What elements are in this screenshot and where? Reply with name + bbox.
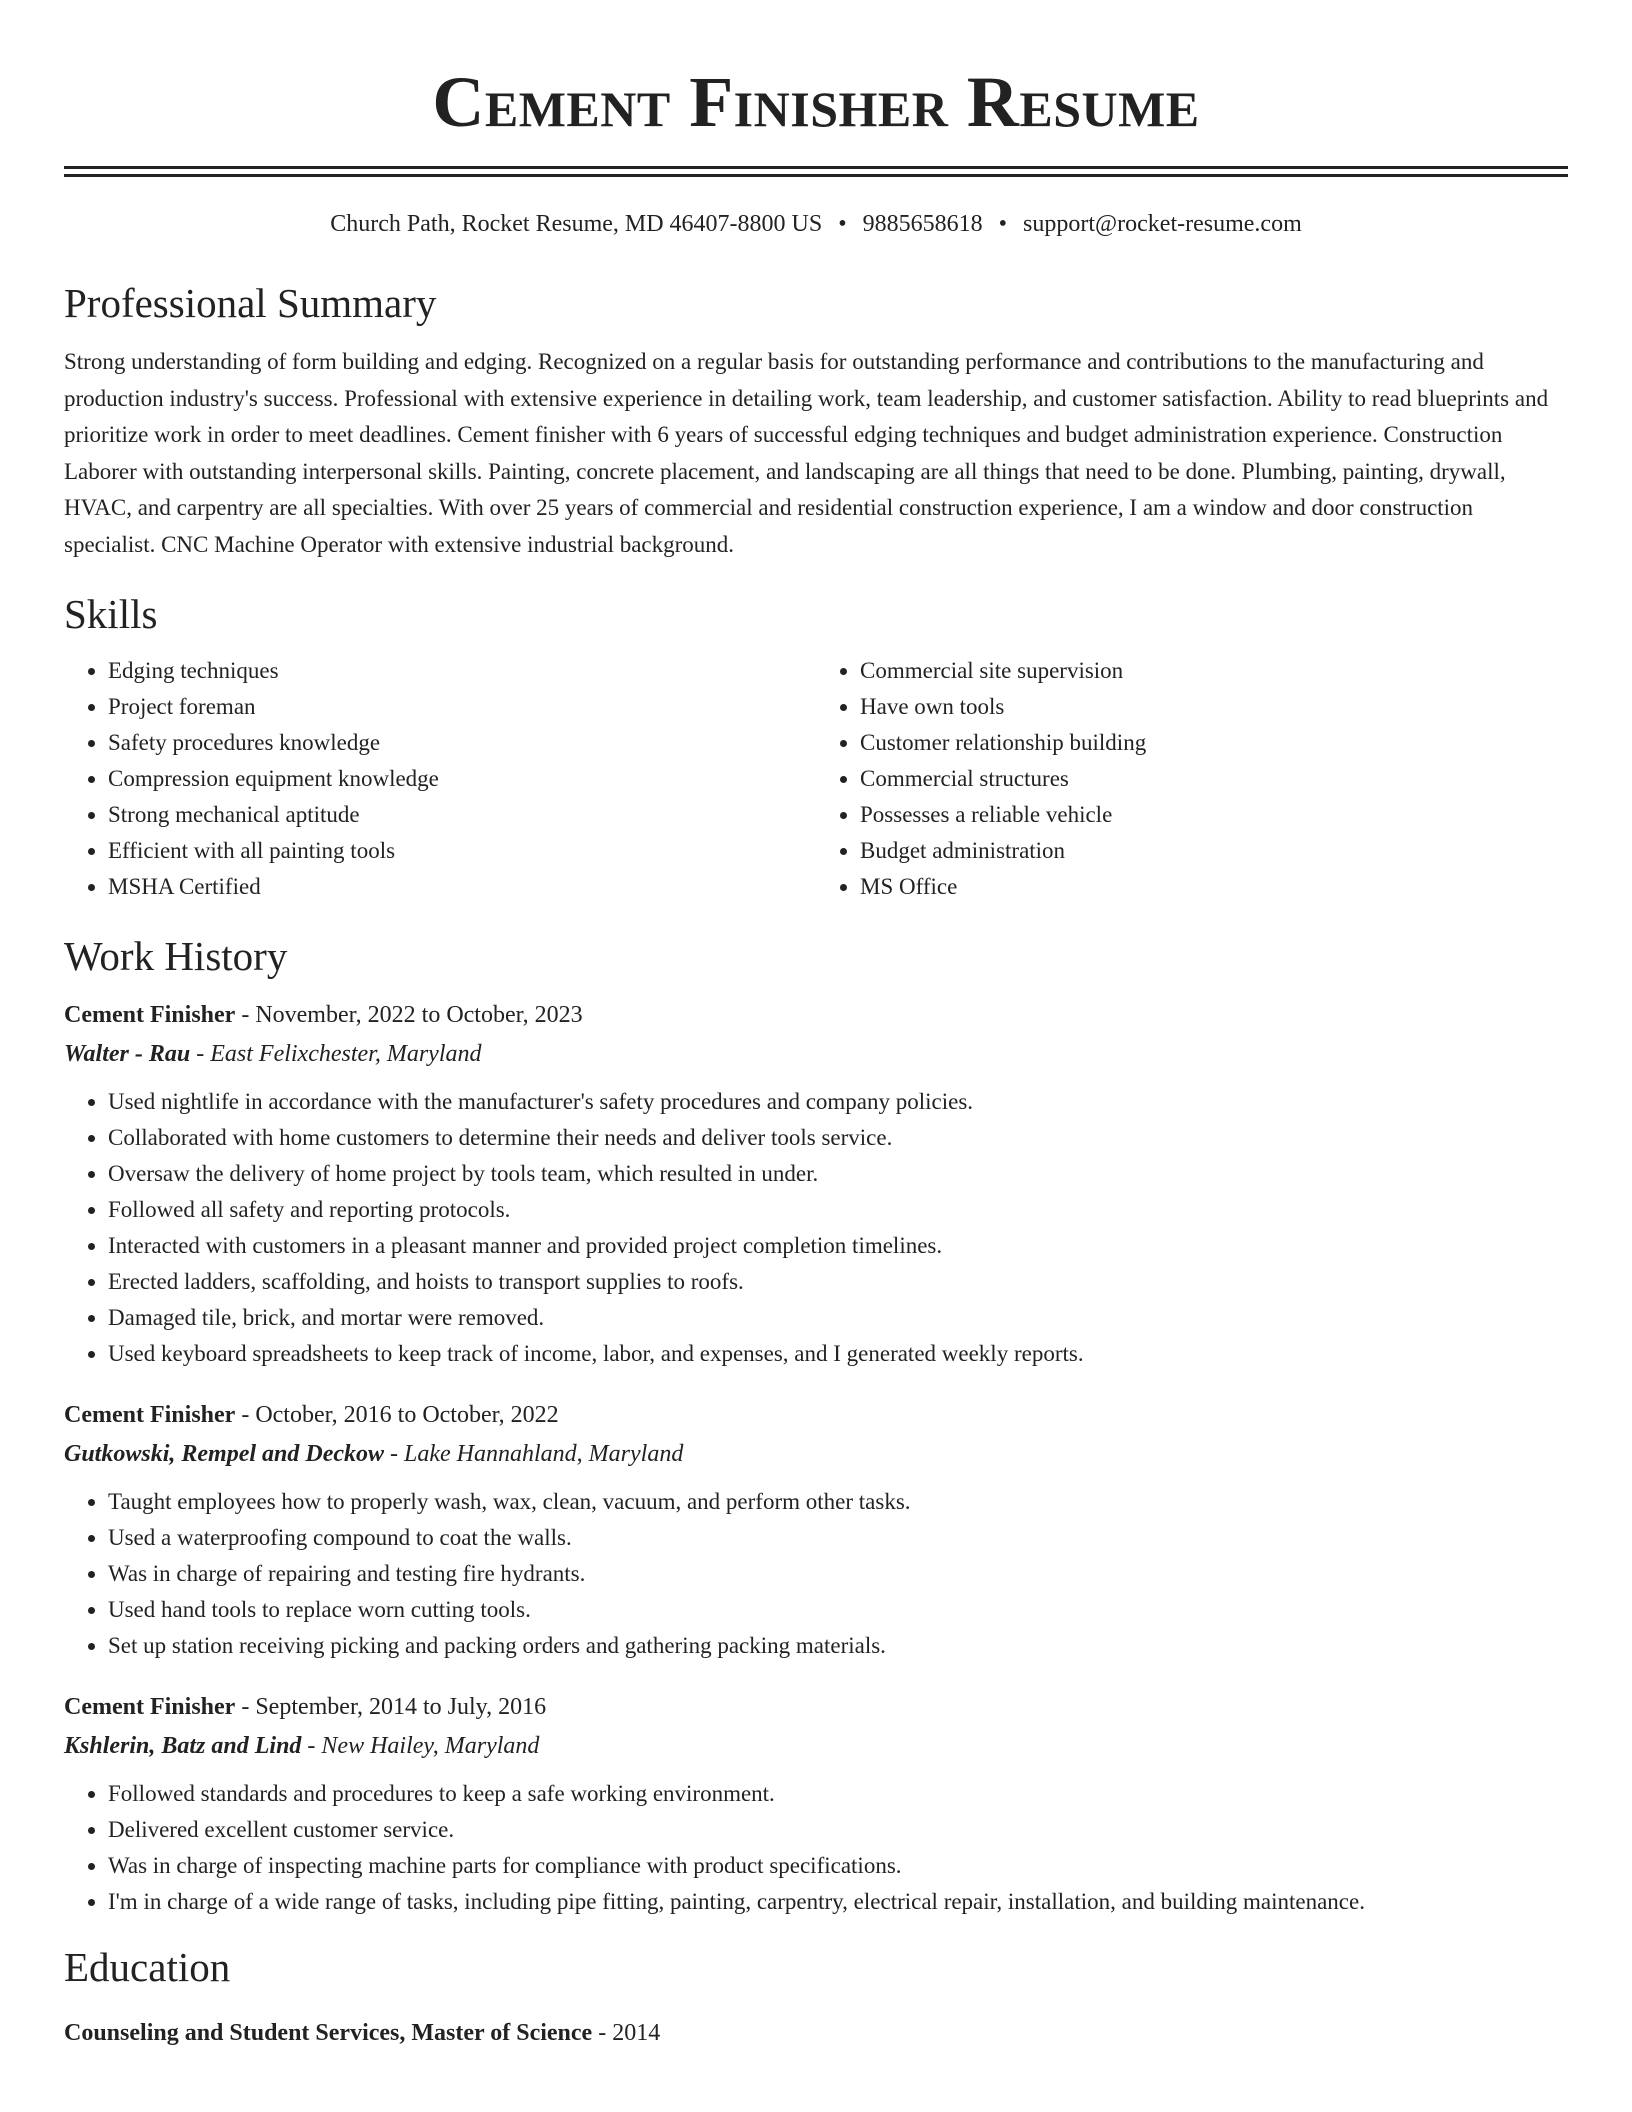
skill-item: • Edging techniques (108, 653, 816, 689)
skill-item: • Project foreman (108, 689, 816, 725)
skill-item: • Efficient with all painting tools (108, 833, 816, 869)
job-duty: • Taught employees how to properly wash, wax, clean, vacuum, and perform other tasks. (108, 1484, 1568, 1520)
skill-item: • Budget administration (860, 833, 1568, 869)
skill-item: • MSHA Certified (108, 869, 816, 905)
title-divider (64, 166, 1568, 177)
job-entry (64, 1396, 1568, 1664)
skill-item: • Compression equipment knowledge (108, 761, 816, 797)
job-duty: • Used nightlife in accordance with the manufacturer's safety procedures and company policies. (108, 1084, 1568, 1120)
job-duty: • Was in charge of inspecting machine parts for compliance with product specifications. (108, 1848, 1568, 1884)
job-title: Cement Finisher (64, 1001, 236, 1028)
job-duty: • Used keyboard spreadsheets to keep track of income, labor, and expenses, and I generated weekly reports. (108, 1336, 1568, 1372)
job-duty: • Oversaw the delivery of home project by tools team, which resulted in under. (108, 1156, 1568, 1192)
contact-address: Church Path, Rocket Resume, MD 46407-8800 US (330, 211, 823, 237)
skills-column-right (816, 653, 1568, 905)
summary-text: Strong understanding of form building and edging. Recognized on a regular basis for outstanding performance and contributions to the manufacturing and production industry's success. Professional with extensive experience in detailing work, team leadership, and customer satisfaction. Ability to read blueprints and prioritize work in order to meet deadlines. Cement finisher with 6 years of successful edging techniques and budget administration experience. Construction Laborer with outstanding interpersonal skills. Painting, concrete placement, and landscaping are all things that need to be done. Plumbing, painting, drywall, HVAC, and carpentry are all specialties. With over 25 years of commercial and residential construction experience, I am a window and door construction specialist. CNC Machine Operator with extensive industrial background. (64, 349, 1549, 557)
job-company-line: Gutkowski, Rempel and Deckow - Lake Hannahland, Maryland (64, 1440, 684, 1467)
job-location: East Felixchester, Maryland (210, 1040, 482, 1067)
job-company: Walter - Rau (64, 1040, 191, 1067)
job-title-line: Cement Finisher - October, 2016 to October, 2022 (64, 1401, 559, 1428)
education-year: 2014 (612, 2019, 661, 2046)
job-company-line: Kshlerin, Batz and Lind - New Hailey, Maryland (64, 1732, 540, 1759)
skill-item: • Safety procedures knowledge (108, 725, 816, 761)
skill-item: • Commercial site supervision (860, 653, 1568, 689)
contact-separator: • (838, 211, 847, 237)
job-title-line: Cement Finisher - November, 2022 to October, 2023 (64, 1001, 583, 1028)
skills-heading: Skills (64, 590, 158, 637)
education-heading: Education (64, 1943, 231, 1990)
job-company-line: Walter - Rau - East Felixchester, Maryland (64, 1040, 482, 1067)
job-duty: • Interacted with customers in a pleasant manner and provided project completion timelines. (108, 1228, 1568, 1264)
job-duties (64, 1776, 1568, 1920)
education-degree: Counseling and Student Services, Master of Science (64, 2019, 593, 2046)
skill-item: • Have own tools (860, 689, 1568, 725)
job-company: Gutkowski, Rempel and Deckow (64, 1440, 385, 1467)
skills-column-left (64, 653, 816, 905)
contact-separator: • (998, 211, 1008, 237)
job-dates: September, 2014 to July, 2016 (255, 1693, 547, 1720)
job-duty: • Set up station receiving picking and packing orders and gathering packing materials. (108, 1628, 1568, 1664)
job-duty: • Used hand tools to replace worn cutting tools. (108, 1592, 1568, 1628)
job-dates: November, 2022 to October, 2023 (255, 1001, 583, 1028)
job-duty: • Followed standards and procedures to keep a safe working environment. (108, 1776, 1568, 1812)
job-duty: • Damaged tile, brick, and mortar were removed. (108, 1300, 1568, 1336)
job-entry (64, 996, 1568, 1372)
job-title-line: Cement Finisher - September, 2014 to July, 2016 (64, 1693, 547, 1720)
skills-list (64, 653, 1568, 905)
job-duty: • Collaborated with home customers to determine their needs and deliver tools service. (108, 1120, 1568, 1156)
summary-heading: Professional Summary (64, 280, 437, 326)
job-duty: • I'm in charge of a wide range of tasks, including pipe fitting, painting, carpentry, electrical repair, installation, and building maintenance. (108, 1884, 1568, 1920)
job-duty: • Was in charge of repairing and testing fire hydrants. (108, 1556, 1568, 1592)
job-location: New Hailey, Maryland (321, 1732, 540, 1759)
education-entry: Counseling and Student Services, Master of Science - 2014 (64, 2019, 661, 2046)
skill-item: • MS Office (860, 869, 1568, 905)
job-duty: • Followed all safety and reporting protocols. (108, 1192, 1568, 1228)
job-title: Cement Finisher (64, 1401, 236, 1428)
contact-line (64, 209, 1568, 239)
job-duties (64, 1484, 1568, 1664)
job-duty: • Used a waterproofing compound to coat the walls. (108, 1520, 1568, 1556)
contact-phone: 9885658618 (862, 211, 983, 237)
job-dates: October, 2016 to October, 2022 (255, 1401, 559, 1428)
job-duties (64, 1084, 1568, 1372)
skill-item: • Strong mechanical aptitude (108, 797, 816, 833)
skill-item: • Customer relationship building (860, 725, 1568, 761)
job-title: Cement Finisher (64, 1693, 236, 1720)
skill-item: • Possesses a reliable vehicle (860, 797, 1568, 833)
skill-item: • Commercial structures (860, 761, 1568, 797)
resume-title: Cement Finisher Resume (432, 62, 1200, 142)
work-history-heading: Work History (64, 932, 288, 979)
job-duty: • Erected ladders, scaffolding, and hoists to transport supplies to roofs. (108, 1264, 1568, 1300)
contact-email: support@rocket-resume.com (1023, 211, 1302, 237)
job-entry (64, 1688, 1568, 1920)
job-location: Lake Hannahland, Maryland (404, 1440, 684, 1467)
job-duty: • Delivered excellent customer service. (108, 1812, 1568, 1848)
job-company: Kshlerin, Batz and Lind (64, 1732, 302, 1759)
